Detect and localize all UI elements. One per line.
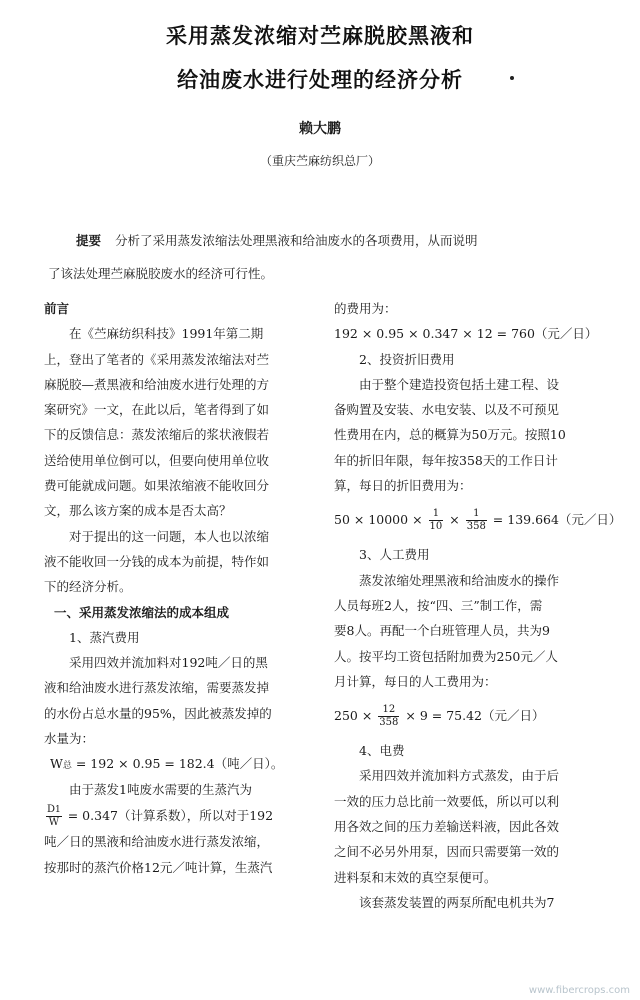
text-line: 对于提出的这一问题，本人也以浓缩 <box>69 528 270 544</box>
author-affiliation: （重庆苎麻纺织总厂） <box>259 154 380 168</box>
subsection-heading-3: 3、人工费用 <box>359 547 430 563</box>
subsection-heading-4: 4、电费 <box>359 743 405 759</box>
title-line-1: 采用蒸发浓缩对苎麻脱胶黑液和 <box>166 24 474 48</box>
eq1-lhs: W <box>50 756 63 772</box>
abstract <box>48 224 603 290</box>
text-line: 人员每班2人，按“四、三”制工作，需 <box>334 597 543 613</box>
text-line: 进料泵和末效的真空泵便可。 <box>334 869 497 885</box>
text-line: 采用四效并流加料方式蒸发，由于后 <box>359 768 560 784</box>
text-line: 算，每日的折旧费用为： <box>334 478 472 494</box>
text-line: 文，那么该方案的成本是否太高？ <box>44 503 232 519</box>
eq4-mid: × <box>449 512 460 528</box>
equation-depreciation <box>334 498 624 542</box>
left-column <box>44 296 312 880</box>
text-line: 费可能就成问题。如果浓缩液不能收回分 <box>44 478 270 494</box>
subsection-heading-1: 1、蒸汽费用 <box>69 629 140 645</box>
eq4-f2-num: 1 <box>466 508 487 521</box>
eq1-rhs: = 192 × 0.95 = 182.4（吨／日）。 <box>71 756 284 772</box>
equation-water-amount <box>44 751 312 776</box>
abstract-label: 提要 <box>76 233 102 248</box>
text-line: 要8人。再配一个白班管理人员，共为9 <box>334 623 550 639</box>
site-watermark: www.fibercrops.com <box>528 985 630 996</box>
text-line: 送给使用单位倒可以，但要向使用单位收 <box>44 452 270 468</box>
eq4-pre: 50 × 10000 × <box>334 512 423 528</box>
text-line: 水量为： <box>44 731 95 747</box>
eq2-d-sub: 1 <box>55 804 61 815</box>
eq2-fraction <box>46 804 62 829</box>
eq2-d: D <box>47 803 56 815</box>
text-line: 蒸发浓缩处理黑液和给油废水的操作 <box>359 572 560 588</box>
eq5-f-den: 358 <box>379 717 399 729</box>
text-line: 人。按平均工资包括附加费为250元／人 <box>334 648 558 664</box>
text-line: 备购置及安装、水电安装、以及不可预见 <box>334 402 560 418</box>
text-line: 上，登出了笔者的《采用蒸发浓缩法对苎 <box>44 351 270 367</box>
text-line: 吨／日的黑液和给油废水进行蒸发浓缩， <box>44 834 270 850</box>
eq4-f1-den: 10 <box>429 521 443 533</box>
equation-steam-ratio <box>44 802 312 829</box>
right-column <box>334 296 624 915</box>
text-line: 由于蒸发1吨废水需要的生蒸汽为 <box>69 781 252 797</box>
eq5-f-num: 12 <box>378 704 399 717</box>
text-line: 下的经济分析。 <box>44 579 132 595</box>
text-line: 在《苎麻纺织科技》1991年第二期 <box>69 326 264 342</box>
text-line: 的水份占总水量的95%，因此被蒸发掉的 <box>44 705 272 721</box>
text-line: 下的反馈信息：蒸发浓缩后的浆状液假若 <box>44 427 270 443</box>
eq1-subscript: 总 <box>62 761 72 772</box>
subsection-heading-2: 2、投资折旧费用 <box>359 351 455 367</box>
text-line: 该套蒸发装置的两泵所配电机共为7 <box>359 894 555 910</box>
text-line: 用各效之间的压力差输送料液，因此各效 <box>334 819 560 835</box>
eq4-fraction-2 <box>466 508 487 533</box>
text-line: 麻脱胶—煮黑液和给油废水进行处理的方 <box>44 376 270 392</box>
text-line: 的费用为： <box>334 301 397 316</box>
text-line: 性费用在内，总的概算为50万元。按照10 <box>334 427 566 443</box>
text-line: 一效的压力总比前一效要低，所以可以利 <box>334 793 560 809</box>
eq4-post: = 139.664（元／日） <box>492 512 622 528</box>
abstract-line-1: 分析了采用蒸发浓缩法处理黑液和给油废水的各项费用，从而说明 <box>115 233 478 248</box>
text-line: 液不能收回一分钱的成本为前提，特作如 <box>44 553 270 569</box>
text-line: 液和给油废水进行蒸发浓缩，需要蒸发掉 <box>44 680 270 696</box>
equation-labor-cost <box>334 694 624 738</box>
preface-heading: 前言 <box>44 301 70 316</box>
eq2-rest: = 0.347（计算系数），所以对于192 <box>63 807 274 823</box>
eq5-post: × 9 = 75.42（元／日） <box>405 708 545 724</box>
author-name: 赖大鹏 <box>299 121 341 137</box>
text-line: 年的折旧年限，每年按358天的工作日计 <box>334 452 558 468</box>
equation-steam-cost: 192 × 0.95 × 0.347 × 12 = 760（元／日） <box>334 326 598 342</box>
text-line: 按那时的蒸汽价格12元／吨计算，生蒸汽 <box>44 859 273 875</box>
eq4-f2-den: 358 <box>466 521 486 533</box>
eq4-f1-num: 1 <box>429 508 444 521</box>
text-line: 案研究》一文，在此以后，笔者得到了如 <box>44 402 270 418</box>
eq5-pre: 250 × <box>334 708 373 724</box>
text-line: 采用四效并流加料对192吨／日的黑 <box>69 655 268 671</box>
eq5-fraction <box>378 704 399 729</box>
text-line: 之间不必另外用泵，因而只需要第一效的 <box>334 844 560 860</box>
text-line: 月计算，每日的人工费用为： <box>334 673 497 689</box>
eq2-w: W <box>48 816 60 828</box>
title-line-2: 给油废水进行处理的经济分析 <box>177 68 463 92</box>
text-line: 由于整个建造投资包括土建工程、设 <box>359 376 560 392</box>
section-heading-1: 一、采用蒸发浓缩法的成本组成 <box>54 604 230 620</box>
abstract-line-2: 了该法处理苎麻脱胶废水的经济可行性。 <box>48 266 274 281</box>
eq4-fraction-1 <box>429 508 444 533</box>
